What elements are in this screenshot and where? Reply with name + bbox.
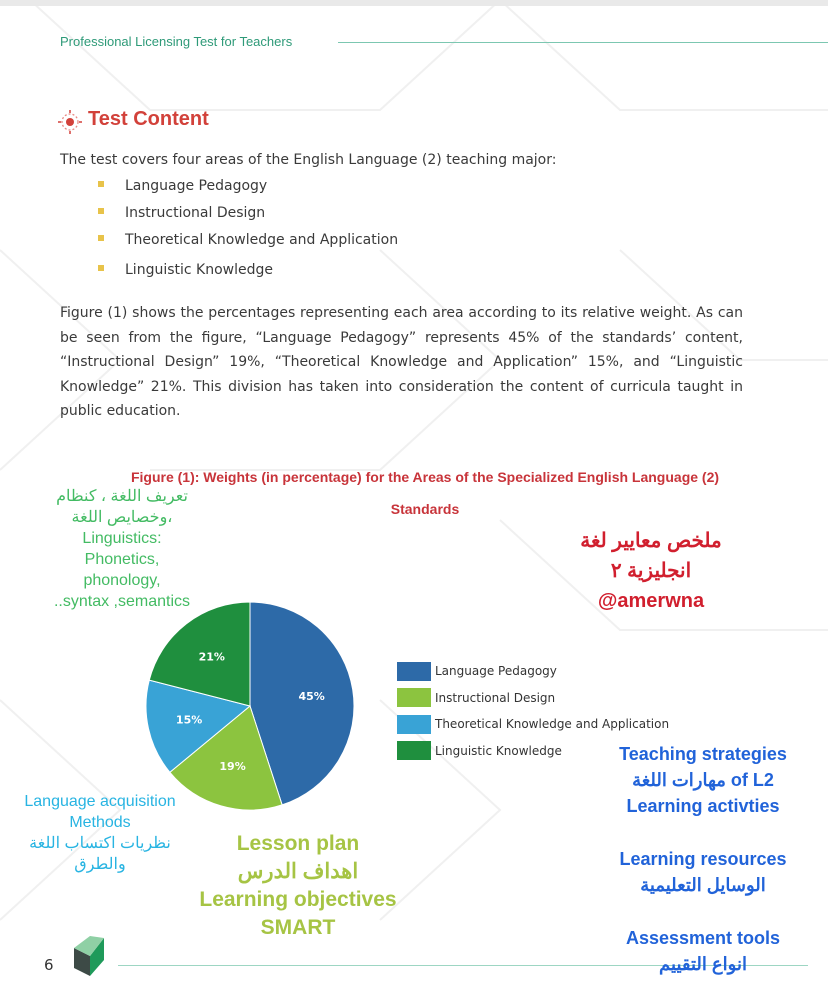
bullet-icon [98,208,104,214]
legend-item [397,658,669,685]
legend-label: Theoretical Knowledge and Application [435,717,670,732]
annotation-linguistics: تعريف اللغة ، كنظام وخصايص اللغة، Linguistics: Phonetics, phonology, ..syntax ,semantics [53,488,191,610]
bullet-icon [98,235,104,241]
legend-label: Language Pedagogy [435,664,557,679]
annotation-teaching-strategies: Teaching strategies مهارات اللغة of L2 Learning activties [619,744,787,816]
list-item: Linguistic Knowledge [96,262,398,278]
legend-item [397,685,669,712]
intro-text: The test covers four areas of the English Language (2) teaching major: [60,152,557,168]
page-number: 6 [44,956,54,974]
top-edge [0,0,828,6]
logo-icon [72,934,106,978]
legend-swatch [397,688,431,707]
legend-item [397,711,669,738]
pie-slice-label: 45% [298,690,325,704]
pie-slice-label: 21% [198,650,225,664]
section-title: Test Content [88,108,209,130]
header-rule [338,42,828,43]
annotation-language-acquisition: Language acquisition Methods نظريات اكتساب اللغة والطرق [24,793,176,873]
bullet-icon [98,265,104,271]
legend-swatch [397,741,431,760]
annotation-lesson-plan: Lesson plan اهداف الدرس Learning objectives SMART [199,832,397,939]
figure-caption-line-2: Standards [390,501,460,517]
list-item: Instructional Design [96,205,398,221]
legend-label: Linguistic Knowledge [435,743,562,758]
content-areas-list [96,178,398,289]
figure-caption-line-1: Figure (1): Weights (in percentage) for the Areas of the Specialized English Language (2) [130,469,720,485]
annotation-learning-resources: Learning resources الوسايل التعليمية [619,849,787,895]
annotation-summary-title: ملخص معايير لغة انجليزية ٢ @amerwna [580,530,722,612]
legend-swatch [397,715,431,734]
pie-slice-label: 15% [175,713,203,727]
body-paragraph: Figure (1) shows the percentages representing each area according to its relative weight. As can be seen from the figure, “Language Pedagogy” represents 45% of the standards’ content, “Instructional Design” 19%, “Theoretical Knowledge and Application” 15%, and “Linguistic Knowledge” 21%. This division has taken into consideration the content of curricula taught in public education. [60,305,743,419]
legend-swatch [397,662,431,681]
bullet-icon [98,181,104,187]
target-icon [58,110,82,134]
list-item: Theoretical Knowledge and Application [96,232,398,248]
list-item: Language Pedagogy [96,178,398,194]
legend-label: Instructional Design [435,690,556,705]
running-header: Professional Licensing Test for Teachers [60,34,293,49]
pie-slice-label: 19% [219,759,246,773]
annotation-assessment-tools: Assessment tools انواع التقييم [625,928,781,974]
